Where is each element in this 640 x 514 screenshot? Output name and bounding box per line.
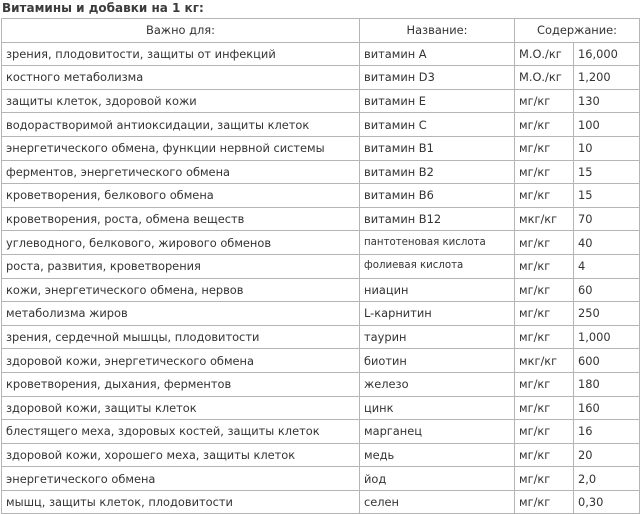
cell-name: витамин Е — [360, 89, 515, 113]
cell-unit: мг/кг — [515, 136, 574, 160]
cell-unit: мкг/кг — [515, 207, 574, 231]
cell-unit: М.О./кг — [515, 42, 574, 66]
cell-name: таурин — [360, 325, 515, 349]
table-row — [2, 420, 640, 444]
cell-name: витамин В2 — [360, 160, 515, 184]
cell-purpose: роста, развития, кроветворения — [2, 254, 360, 278]
cell-name: железо — [360, 372, 515, 396]
table-row — [2, 184, 640, 208]
table-row — [2, 160, 640, 184]
cell-purpose: метаболизма жиров — [2, 302, 360, 326]
cell-unit: мг/кг — [515, 467, 574, 491]
cell-purpose: зрения, плодовитости, защиты от инфекций — [2, 42, 360, 66]
cell-unit: мкг/кг — [515, 349, 574, 373]
cell-name: витамин А — [360, 42, 515, 66]
cell-unit: мг/кг — [515, 254, 574, 278]
cell-name: марганец — [360, 420, 515, 444]
table-row — [2, 325, 640, 349]
cell-name: L-карнитин — [360, 302, 515, 326]
cell-purpose: блестящего меха, здоровых костей, защиты клеток — [2, 420, 360, 444]
cell-purpose: защиты клеток, здоровой кожи — [2, 89, 360, 113]
cell-name: фолиевая кислота — [360, 254, 515, 278]
cell-name: витамин D3 — [360, 66, 515, 90]
cell-name: пантотеновая кислота — [360, 231, 515, 255]
cell-unit: мг/кг — [515, 89, 574, 113]
cell-unit: мг/кг — [515, 113, 574, 137]
cell-unit: мг/кг — [515, 184, 574, 208]
table-row — [2, 136, 640, 160]
cell-amount: 40 — [574, 231, 640, 255]
header-name: Название: — [360, 19, 515, 43]
cell-purpose: мышц, защиты клеток, плодовитости — [2, 490, 360, 514]
cell-amount: 10 — [574, 136, 640, 160]
header-purpose: Важно для: — [2, 19, 360, 43]
cell-amount: 250 — [574, 302, 640, 326]
table-row — [2, 443, 640, 467]
cell-amount: 15 — [574, 160, 640, 184]
cell-unit: мг/кг — [515, 231, 574, 255]
cell-amount: 20 — [574, 443, 640, 467]
cell-name: витамин В6 — [360, 184, 515, 208]
table-title: Витамины и добавки на 1 кг: — [2, 1, 204, 15]
cell-amount: 600 — [574, 349, 640, 373]
cell-unit: мг/кг — [515, 278, 574, 302]
cell-unit: мг/кг — [515, 420, 574, 444]
table-row — [2, 42, 640, 66]
cell-amount: 60 — [574, 278, 640, 302]
cell-name: витамин С — [360, 113, 515, 137]
table-row — [2, 207, 640, 231]
vitamins-table — [1, 18, 640, 514]
cell-name: цинк — [360, 396, 515, 420]
cell-unit: М.О./кг — [515, 66, 574, 90]
cell-unit: мг/кг — [515, 372, 574, 396]
cell-amount: 16,000 — [574, 42, 640, 66]
cell-unit: мг/кг — [515, 443, 574, 467]
cell-unit: мг/кг — [515, 160, 574, 184]
cell-purpose: ферментов, энергетического обмена — [2, 160, 360, 184]
cell-amount: 1,200 — [574, 66, 640, 90]
cell-amount: 15 — [574, 184, 640, 208]
cell-purpose: кроветворения, белкового обмена — [2, 184, 360, 208]
cell-amount: 180 — [574, 372, 640, 396]
cell-amount: 160 — [574, 396, 640, 420]
table-row — [2, 467, 640, 491]
cell-purpose: кроветворения, дыхания, ферментов — [2, 372, 360, 396]
cell-purpose: здоровой кожи, защиты клеток — [2, 396, 360, 420]
cell-purpose: здоровой кожи, хорошего меха, защиты клеток — [2, 443, 360, 467]
cell-name: медь — [360, 443, 515, 467]
cell-purpose: зрения, сердечной мышцы, плодовитости — [2, 325, 360, 349]
cell-unit: мг/кг — [515, 490, 574, 514]
cell-purpose: энергетического обмена — [2, 467, 360, 491]
table-header-row — [2, 19, 640, 43]
table-row — [2, 490, 640, 514]
table-body — [2, 42, 640, 514]
cell-amount: 4 — [574, 254, 640, 278]
cell-name: биотин — [360, 349, 515, 373]
cell-purpose: костного метаболизма — [2, 66, 360, 90]
table-row — [2, 372, 640, 396]
cell-purpose: углеводного, белкового, жирового обменов — [2, 231, 360, 255]
cell-amount: 1,000 — [574, 325, 640, 349]
table-row — [2, 278, 640, 302]
cell-amount: 16 — [574, 420, 640, 444]
cell-purpose: кроветворения, роста, обмена веществ — [2, 207, 360, 231]
cell-name: селен — [360, 490, 515, 514]
cell-unit: мг/кг — [515, 302, 574, 326]
table-row — [2, 89, 640, 113]
cell-purpose: здоровой кожи, энергетического обмена — [2, 349, 360, 373]
table-row — [2, 231, 640, 255]
table-row — [2, 349, 640, 373]
cell-amount: 100 — [574, 113, 640, 137]
cell-amount: 2,0 — [574, 467, 640, 491]
cell-purpose: энергетического обмена, функции нервной системы — [2, 136, 360, 160]
cell-name: витамин В1 — [360, 136, 515, 160]
table-row — [2, 396, 640, 420]
table-row — [2, 254, 640, 278]
table-row — [2, 302, 640, 326]
header-content: Содержание: — [515, 19, 640, 43]
cell-amount: 0,30 — [574, 490, 640, 514]
cell-purpose: кожи, энергетического обмена, нервов — [2, 278, 360, 302]
cell-name: йод — [360, 467, 515, 491]
cell-name: витамин В12 — [360, 207, 515, 231]
cell-amount: 130 — [574, 89, 640, 113]
cell-unit: мг/кг — [515, 396, 574, 420]
cell-purpose: водорастворимой антиоксидации, защиты клеток — [2, 113, 360, 137]
table-row — [2, 113, 640, 137]
cell-unit: мг/кг — [515, 325, 574, 349]
table-row — [2, 66, 640, 90]
cell-name: ниацин — [360, 278, 515, 302]
cell-amount: 70 — [574, 207, 640, 231]
